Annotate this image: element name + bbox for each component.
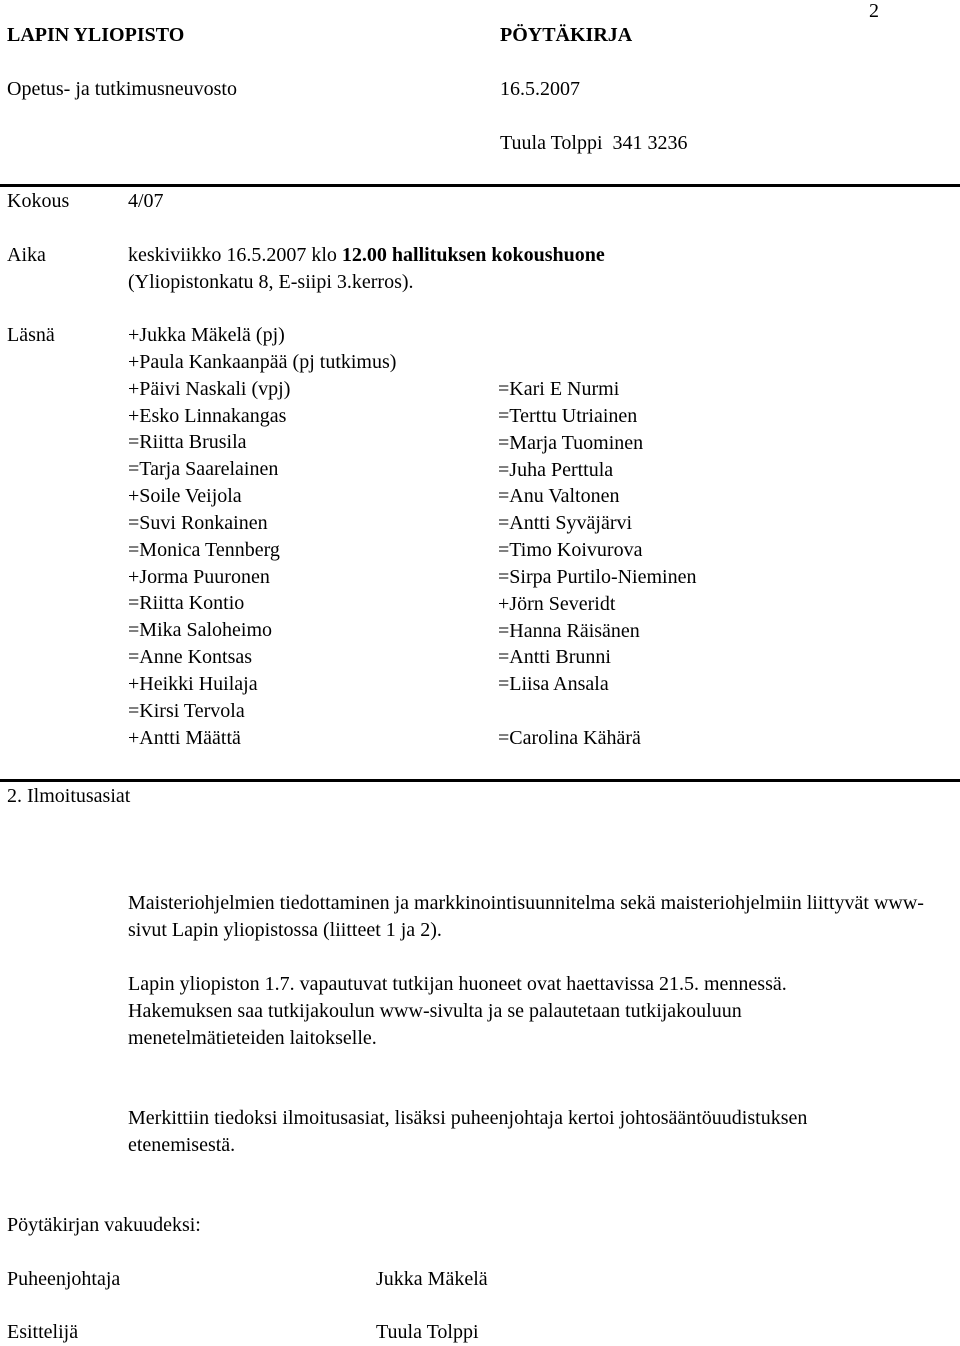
attendee: +Paula Kankaanpää (pj tutkimus) (128, 350, 397, 373)
attendee: =Juha Perttula (498, 458, 614, 481)
page-number: 2 (869, 0, 879, 22)
council-name: Opetus- ja tutkimusneuvosto (7, 78, 237, 100)
attendee: =Antti Syväjärvi (498, 512, 633, 535)
attendee: =Riitta Kontio (128, 592, 245, 615)
kokous-value: 4/07 (128, 190, 164, 212)
attendee: =Sirpa Purtilo-Nieminen (498, 565, 697, 588)
attendee: =Kari E Nurmi (498, 378, 620, 400)
attendee: =Antti Brunni (498, 646, 611, 669)
attendee: =Marja Tuominen (498, 431, 644, 454)
attendee: =Kirsi Tervola (128, 699, 245, 722)
announcement-paragraph-1: Maisteriohjelmien tiedottaminen ja markkinointisuunnitelma sekä maisteriohjelmiin liittyvät www-sivut Lapin yliopistossa (liitteet 1 ja 2). (128, 892, 924, 941)
attendee: =Suvi Ronkainen (128, 511, 268, 534)
aika-label: Aika (7, 244, 46, 266)
aika-time-location: 12.00 hallituksen kokoushuone (341, 244, 605, 266)
announcement-paragraph-2-line-3: menetelmätieteiden laitokselle. (128, 1027, 377, 1049)
announcement-paragraph-3: Merkittiin tiedoksi ilmoitusasiat, lisäksi puheenjohtaja kertoi johtosääntöuudistuksen etenemisestä. (128, 1107, 808, 1156)
section-heading: 2. Ilmoitusasiat (7, 785, 131, 807)
header-divider (0, 184, 960, 187)
attendee: +Antti Määttä (128, 726, 241, 749)
document-type: PÖYTÄKIRJA (500, 24, 633, 46)
attendee: =Timo Koivurova (498, 539, 643, 562)
presenter-name: Tuula Tolppi (376, 1321, 479, 1343)
attendees-right-column (498, 376, 696, 752)
presenter-role: Esittelijä (7, 1321, 79, 1343)
university-name: LAPIN YLIOPISTO (7, 24, 185, 46)
announcement-paragraph-2-line-2: Hakemuksen saa tutkijakoulun www-sivulta ja se palautetaan tutkijakouluun (128, 1000, 742, 1022)
aika-line-2: (Yliopistonkatu 8, E-siipi 3.kerros). (128, 271, 414, 293)
attendee: =Tarja Saarelainen (128, 458, 279, 481)
signature-label: Pöytäkirjan vakuudeksi: (7, 1214, 201, 1236)
attendee: +Jörn Severidt (498, 592, 616, 615)
attendee: =Mika Saloheimo (128, 619, 273, 642)
aika-time-prefix: keskiviikko 16.5.2007 klo (128, 244, 342, 266)
kokous-label: Kokous (7, 190, 70, 212)
meeting-date: 16.5.2007 (500, 78, 580, 100)
attendee: =Liisa Ansala (498, 673, 609, 696)
chair-name: Jukka Mäkelä (376, 1268, 488, 1290)
attendee: =Riitta Brusila (128, 431, 247, 454)
attendee-spacer (498, 698, 696, 725)
attendee: +Päivi Naskali (vpj) (128, 377, 291, 400)
announcement-paragraph-2-line-1: Lapin yliopiston 1.7. vapautuvat tutkijan huoneet ovat haettavissa 21.5. mennessä. (128, 973, 787, 995)
chair-role: Puheenjohtaja (7, 1268, 121, 1290)
lasna-label: Läsnä (7, 324, 55, 346)
attendee: =Terttu Utriainen (498, 404, 638, 427)
attendee: =Carolina Kähärä (498, 726, 641, 749)
attendee: +Esko Linnakangas (128, 404, 287, 427)
attendee: =Anu Valtonen (498, 485, 620, 508)
aika-line-1 (128, 242, 605, 269)
attendee: +Soile Veijola (128, 485, 242, 508)
attendee: =Anne Kontsas (128, 646, 253, 669)
attendees-left-column (128, 322, 396, 752)
attendee: +Jukka Mäkelä (pj) (128, 324, 285, 346)
attendee: =Hanna Räisänen (498, 619, 640, 642)
attendee: =Monica Tennberg (128, 538, 280, 561)
attendee: +Heikki Huilaja (128, 672, 258, 695)
contact-person: Tuula Tolppi 341 3236 (500, 132, 688, 154)
attendee: +Jorma Puuronen (128, 565, 270, 588)
section-divider (0, 779, 960, 782)
